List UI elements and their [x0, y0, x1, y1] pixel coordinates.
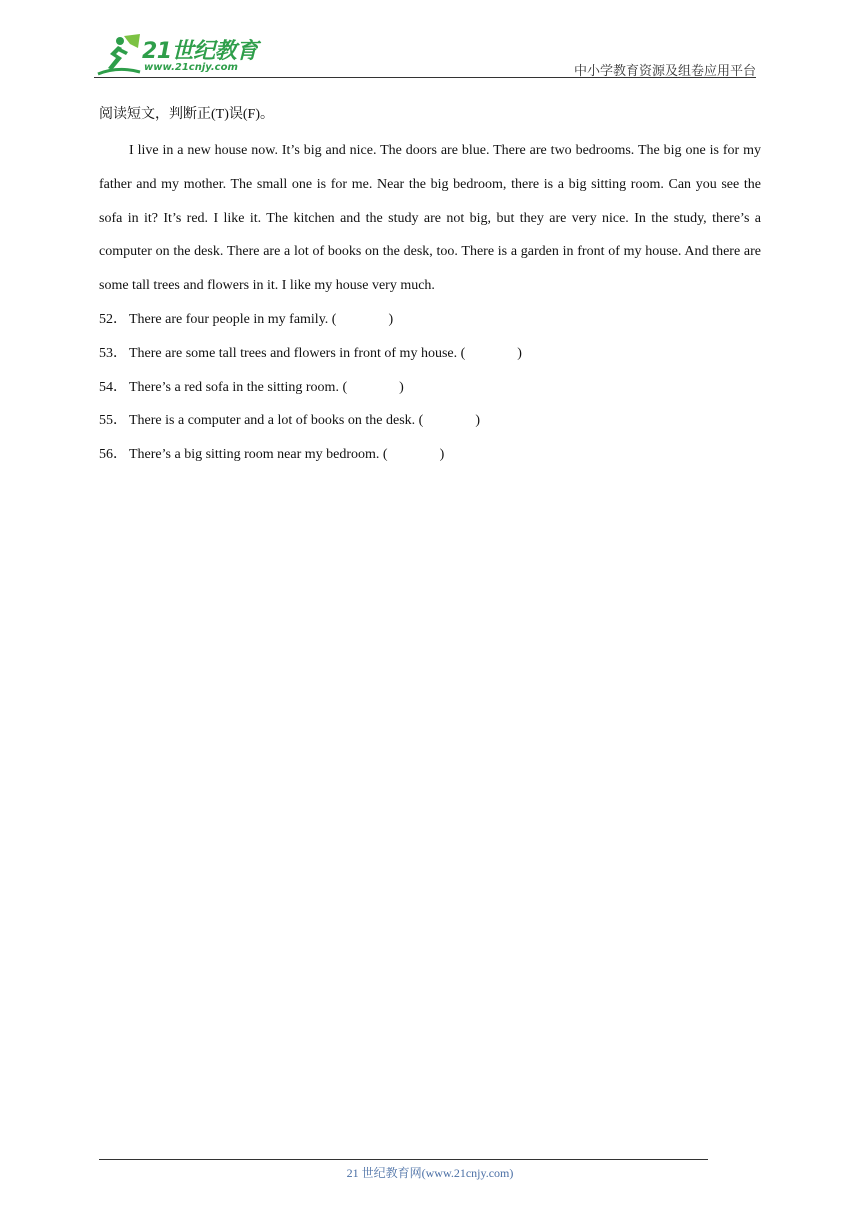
running-man-logo-icon: [94, 32, 144, 78]
question-number: 56．: [99, 447, 127, 463]
question-number: 53．: [99, 345, 127, 361]
question-text: There is a computer and a lot of books on the desk. (: [129, 413, 424, 429]
header-tagline: 中小学教育资源及组卷应用平台: [573, 63, 756, 78]
question-close-paren: ): [439, 447, 445, 463]
question-text: There are four people in my family. (: [129, 311, 337, 327]
page-header: [94, 30, 756, 80]
exercise-instruction: 阅读短文，判断正(T)误(F)。: [99, 107, 274, 122]
question-number: 52．: [99, 311, 127, 327]
question-item: [99, 337, 761, 371]
page-footer[interactable]: 21 世纪教育网(www.21cnjy.com): [346, 1166, 514, 1180]
footer-divider: [99, 1159, 708, 1160]
logo-url: www.21cnjy.com: [144, 62, 238, 73]
question-text: There’s a big sitting room near my bedroom. (: [129, 447, 388, 463]
site-logo[interactable]: [94, 32, 264, 78]
question-item: [99, 371, 761, 405]
header-divider: [94, 77, 756, 78]
question-close-paren: ): [475, 413, 480, 429]
question-text: There’s a red sofa in the sitting room. (: [129, 379, 348, 395]
question-item: [99, 438, 761, 472]
question-item: [99, 303, 761, 337]
question-list: [99, 303, 761, 472]
exercise-content: [99, 100, 761, 472]
question-close-paren: ): [399, 379, 404, 395]
question-text: There are some tall trees and flowers in front of my house. (: [129, 345, 466, 361]
question-close-paren: ): [517, 345, 522, 361]
question-number: 55．: [99, 413, 127, 429]
question-item: [99, 404, 761, 438]
reading-passage: I live in a new house now. It’s big and nice. The doors are blue. There are two bedrooms. The big one is for my father and my mother. The small one is for me. Near the big bedroom, there is a big sitting room. Can you see the sofa in it? It’s red. I like it. The kitchen and the study are not big, but they are very nice. In the study, there’s a computer on the desk. There are a lot of books on the desk, too. There is a garden in front of my house. And there are some tall trees and flowers in it. I like my house very much.: [99, 143, 761, 294]
question-number: 54．: [99, 379, 127, 395]
question-close-paren: ): [388, 311, 394, 327]
logo-name: 21世纪教育: [142, 39, 258, 64]
